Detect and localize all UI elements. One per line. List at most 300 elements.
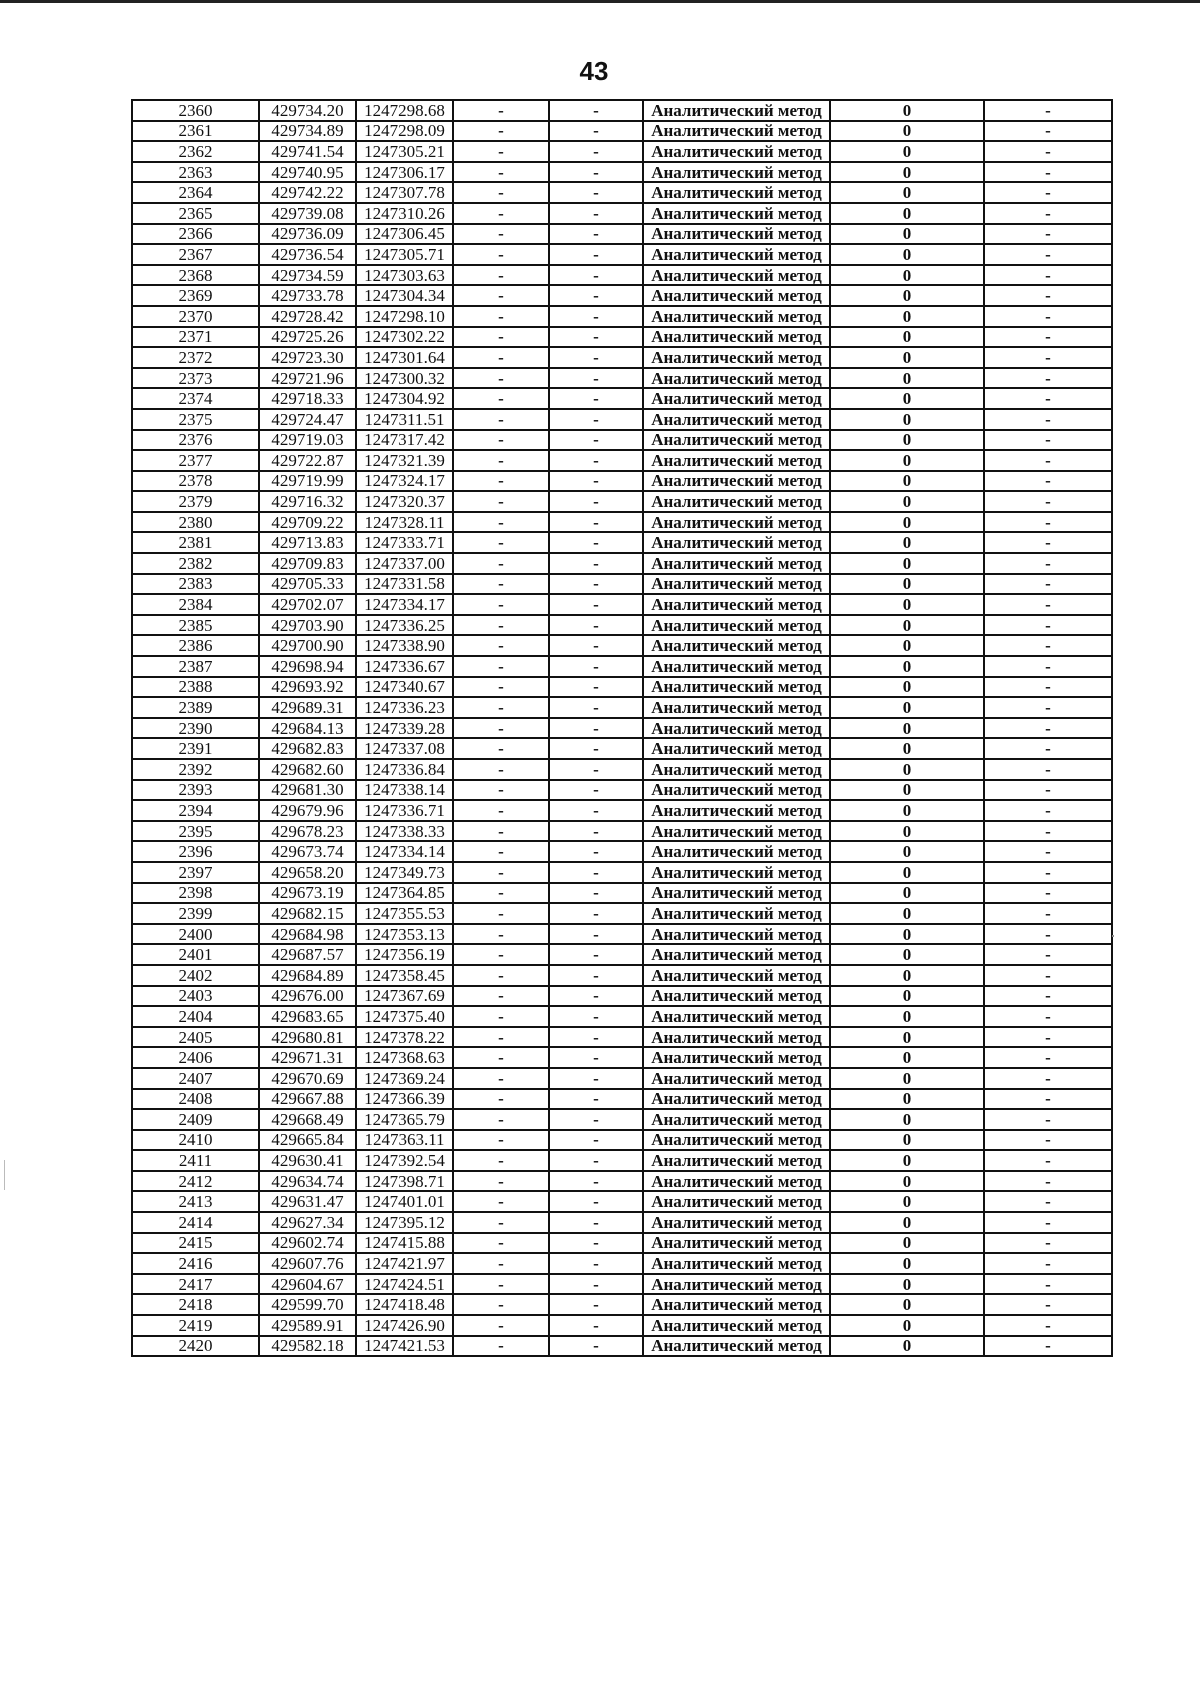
point-number-cell: 2401 [132,944,259,965]
y-coordinate-cell: 1247375.40 [356,1006,453,1027]
empty-cell: - [453,1130,549,1151]
empty-cell: - [453,635,549,656]
method-cell: Аналитический метод [643,1150,830,1171]
method-cell: Аналитический метод [643,759,830,780]
method-cell: Аналитический метод [643,780,830,801]
x-coordinate-cell: 429693.92 [259,677,356,698]
y-coordinate-cell: 1247336.84 [356,759,453,780]
point-number-cell: 2364 [132,182,259,203]
point-number-cell: 2375 [132,409,259,430]
error-cell: 0 [830,1150,984,1171]
x-coordinate-cell: 429721.96 [259,368,356,389]
note-cell: - [984,594,1112,615]
table-row [132,759,1112,780]
point-number-cell: 2397 [132,862,259,883]
error-cell: 0 [830,615,984,636]
x-coordinate-cell: 429658.20 [259,862,356,883]
note-cell: - [984,450,1112,471]
empty-cell: - [549,532,643,553]
empty-cell: - [549,944,643,965]
empty-cell: - [453,368,549,389]
note-cell: - [984,883,1112,904]
x-coordinate-cell: 429589.91 [259,1315,356,1336]
table-row [132,903,1112,924]
error-cell: 0 [830,924,984,945]
x-coordinate-cell: 429682.83 [259,738,356,759]
table-row [132,1027,1112,1048]
empty-cell: - [453,224,549,245]
empty-cell: - [549,306,643,327]
empty-cell: - [549,780,643,801]
empty-cell: - [453,1006,549,1027]
method-cell: Аналитический метод [643,306,830,327]
empty-cell: - [549,615,643,636]
empty-cell: - [549,903,643,924]
y-coordinate-cell: 1247401.01 [356,1191,453,1212]
y-coordinate-cell: 1247358.45 [356,965,453,986]
x-coordinate-cell: 429734.20 [259,100,356,121]
y-coordinate-cell: 1247336.23 [356,697,453,718]
y-coordinate-cell: 1247298.09 [356,121,453,142]
point-number-cell: 2390 [132,718,259,739]
method-cell: Аналитический метод [643,1274,830,1295]
point-number-cell: 2396 [132,841,259,862]
x-coordinate-cell: 429719.03 [259,430,356,451]
empty-cell: - [549,924,643,945]
table-row [132,224,1112,245]
table-row [132,306,1112,327]
point-number-cell: 2378 [132,471,259,492]
x-coordinate-cell: 429700.90 [259,635,356,656]
empty-cell: - [549,594,643,615]
empty-cell: - [549,553,643,574]
point-number-cell: 2408 [132,1089,259,1110]
empty-cell: - [453,1150,549,1171]
y-coordinate-cell: 1247356.19 [356,944,453,965]
error-cell: 0 [830,821,984,842]
point-number-cell: 2400 [132,924,259,945]
table-row [132,368,1112,389]
table-row [132,265,1112,286]
error-cell: 0 [830,1315,984,1336]
x-coordinate-cell: 429678.23 [259,821,356,842]
table-row [132,285,1112,306]
point-number-cell: 2407 [132,1068,259,1089]
empty-cell: - [453,182,549,203]
empty-cell: - [549,1047,643,1068]
empty-cell: - [453,121,549,142]
point-number-cell: 2410 [132,1130,259,1151]
method-cell: Аналитический метод [643,1233,830,1254]
method-cell: Аналитический метод [643,924,830,945]
error-cell: 0 [830,471,984,492]
y-coordinate-cell: 1247305.21 [356,141,453,162]
x-coordinate-cell: 429698.94 [259,656,356,677]
note-cell: - [984,471,1112,492]
point-number-cell: 2366 [132,224,259,245]
empty-cell: - [549,265,643,286]
x-coordinate-cell: 429673.19 [259,883,356,904]
x-coordinate-cell: 429728.42 [259,306,356,327]
y-coordinate-cell: 1247302.22 [356,327,453,348]
method-cell: Аналитический метод [643,862,830,883]
point-number-cell: 2381 [132,532,259,553]
point-number-cell: 2389 [132,697,259,718]
empty-cell: - [549,409,643,430]
point-number-cell: 2370 [132,306,259,327]
method-cell: Аналитический метод [643,450,830,471]
empty-cell: - [549,718,643,739]
error-cell: 0 [830,532,984,553]
note-cell: - [984,141,1112,162]
empty-cell: - [549,635,643,656]
y-coordinate-cell: 1247418.48 [356,1294,453,1315]
table-row [132,244,1112,265]
empty-cell: - [549,471,643,492]
empty-cell: - [453,409,549,430]
y-coordinate-cell: 1247334.14 [356,841,453,862]
empty-cell: - [453,821,549,842]
empty-cell: - [549,327,643,348]
empty-cell: - [453,1109,549,1130]
point-number-cell: 2382 [132,553,259,574]
error-cell: 0 [830,1294,984,1315]
method-cell: Аналитический метод [643,244,830,265]
y-coordinate-cell: 1247340.67 [356,677,453,698]
empty-cell: - [549,862,643,883]
method-cell: Аналитический метод [643,1336,830,1357]
empty-cell: - [453,430,549,451]
error-cell: 0 [830,697,984,718]
method-cell: Аналитический метод [643,368,830,389]
note-cell: - [984,1150,1112,1171]
error-cell: 0 [830,141,984,162]
table-row [132,1171,1112,1192]
y-coordinate-cell: 1247349.73 [356,862,453,883]
table-row [132,162,1112,183]
error-cell: 0 [830,265,984,286]
point-number-cell: 2361 [132,121,259,142]
x-coordinate-cell: 429725.26 [259,327,356,348]
empty-cell: - [549,821,643,842]
point-number-cell: 2365 [132,203,259,224]
empty-cell: - [549,1274,643,1295]
table-row [132,1130,1112,1151]
point-number-cell: 2403 [132,986,259,1007]
empty-cell: - [549,841,643,862]
method-cell: Аналитический метод [643,1212,830,1233]
method-cell: Аналитический метод [643,471,830,492]
empty-cell: - [453,203,549,224]
error-cell: 0 [830,1191,984,1212]
y-coordinate-cell: 1247398.71 [356,1171,453,1192]
method-cell: Аналитический метод [643,944,830,965]
point-number-cell: 2372 [132,347,259,368]
x-coordinate-cell: 429634.74 [259,1171,356,1192]
error-cell: 0 [830,574,984,595]
empty-cell: - [453,1089,549,1110]
method-cell: Аналитический метод [643,1315,830,1336]
table-row [132,574,1112,595]
x-coordinate-cell: 429736.09 [259,224,356,245]
note-cell: - [984,574,1112,595]
error-cell: 0 [830,1274,984,1295]
method-cell: Аналитический метод [643,1171,830,1192]
error-cell: 0 [830,512,984,533]
note-cell: - [984,615,1112,636]
x-coordinate-cell: 429734.59 [259,265,356,286]
method-cell: Аналитический метод [643,800,830,821]
note-cell: - [984,1233,1112,1254]
point-number-cell: 2380 [132,512,259,533]
x-coordinate-cell: 429684.13 [259,718,356,739]
point-number-cell: 2417 [132,1274,259,1295]
point-number-cell: 2405 [132,1027,259,1048]
empty-cell: - [549,986,643,1007]
empty-cell: - [549,368,643,389]
empty-cell: - [549,1068,643,1089]
error-cell: 0 [830,1212,984,1233]
x-coordinate-cell: 429679.96 [259,800,356,821]
error-cell: 0 [830,656,984,677]
empty-cell: - [549,1294,643,1315]
table-row [132,1212,1112,1233]
note-cell: - [984,800,1112,821]
note-cell: - [984,1027,1112,1048]
table-row [132,450,1112,471]
note-cell: - [984,780,1112,801]
x-coordinate-cell: 429718.33 [259,388,356,409]
empty-cell: - [549,203,643,224]
empty-cell: - [453,388,549,409]
error-cell: 0 [830,862,984,883]
note-cell: - [984,1191,1112,1212]
point-number-cell: 2385 [132,615,259,636]
empty-cell: - [453,1047,549,1068]
error-cell: 0 [830,1336,984,1357]
table-row [132,388,1112,409]
point-number-cell: 2415 [132,1233,259,1254]
table-row [132,965,1112,986]
note-cell: - [984,182,1112,203]
error-cell: 0 [830,841,984,862]
error-cell: 0 [830,965,984,986]
y-coordinate-cell: 1247338.33 [356,821,453,842]
table-row [132,800,1112,821]
point-number-cell: 2393 [132,780,259,801]
empty-cell: - [453,532,549,553]
x-coordinate-cell: 429673.74 [259,841,356,862]
method-cell: Аналитический метод [643,100,830,121]
point-number-cell: 2379 [132,491,259,512]
point-number-cell: 2409 [132,1109,259,1130]
y-coordinate-cell: 1247378.22 [356,1027,453,1048]
empty-cell: - [549,1150,643,1171]
note-cell: - [984,409,1112,430]
empty-cell: - [453,615,549,636]
table-row [132,100,1112,121]
empty-cell: - [549,1315,643,1336]
empty-cell: - [453,327,549,348]
error-cell: 0 [830,203,984,224]
method-cell: Аналитический метод [643,1047,830,1068]
method-cell: Аналитический метод [643,718,830,739]
error-cell: 0 [830,368,984,389]
empty-cell: - [453,862,549,883]
y-coordinate-cell: 1247337.00 [356,553,453,574]
method-cell: Аналитический метод [643,532,830,553]
point-number-cell: 2420 [132,1336,259,1357]
table-row [132,1233,1112,1254]
error-cell: 0 [830,1089,984,1110]
note-cell: - [984,656,1112,677]
empty-cell: - [549,285,643,306]
x-coordinate-cell: 429604.67 [259,1274,356,1295]
error-cell: 0 [830,594,984,615]
empty-cell: - [549,347,643,368]
error-cell: 0 [830,491,984,512]
empty-cell: - [453,1171,549,1192]
method-cell: Аналитический метод [643,615,830,636]
note-cell: - [984,635,1112,656]
method-cell: Аналитический метод [643,635,830,656]
note-cell: - [984,1253,1112,1274]
y-coordinate-cell: 1247307.78 [356,182,453,203]
x-coordinate-cell: 429713.83 [259,532,356,553]
x-coordinate-cell: 429602.74 [259,1233,356,1254]
error-cell: 0 [830,1109,984,1130]
table-row [132,677,1112,698]
note-cell: - [984,1089,1112,1110]
method-cell: Аналитический метод [643,141,830,162]
table-row [132,532,1112,553]
table-row [132,1336,1112,1357]
x-coordinate-cell: 429680.81 [259,1027,356,1048]
error-cell: 0 [830,121,984,142]
empty-cell: - [453,738,549,759]
note-cell: - [984,841,1112,862]
table-row [132,1315,1112,1336]
empty-cell: - [549,656,643,677]
empty-cell: - [453,594,549,615]
table-row [132,883,1112,904]
x-coordinate-cell: 429682.60 [259,759,356,780]
y-coordinate-cell: 1247366.39 [356,1089,453,1110]
note-cell: - [984,1047,1112,1068]
method-cell: Аналитический метод [643,1006,830,1027]
empty-cell: - [549,800,643,821]
note-cell: - [984,430,1112,451]
empty-cell: - [453,986,549,1007]
note-cell: - [984,1068,1112,1089]
error-cell: 0 [830,1006,984,1027]
y-coordinate-cell: 1247298.10 [356,306,453,327]
point-number-cell: 2418 [132,1294,259,1315]
method-cell: Аналитический метод [643,1027,830,1048]
x-coordinate-cell: 429723.30 [259,347,356,368]
empty-cell: - [453,491,549,512]
y-coordinate-cell: 1247324.17 [356,471,453,492]
empty-cell: - [549,141,643,162]
empty-cell: - [453,1068,549,1089]
error-cell: 0 [830,1253,984,1274]
empty-cell: - [549,1006,643,1027]
empty-cell: - [453,883,549,904]
method-cell: Аналитический метод [643,409,830,430]
x-coordinate-cell: 429665.84 [259,1130,356,1151]
note-cell: - [984,327,1112,348]
empty-cell: - [549,224,643,245]
empty-cell: - [453,656,549,677]
point-number-cell: 2384 [132,594,259,615]
empty-cell: - [549,450,643,471]
point-number-cell: 2369 [132,285,259,306]
x-coordinate-cell: 429734.89 [259,121,356,142]
y-coordinate-cell: 1247321.39 [356,450,453,471]
y-coordinate-cell: 1247333.71 [356,532,453,553]
empty-cell: - [453,944,549,965]
method-cell: Аналитический метод [643,162,830,183]
note-cell: - [984,738,1112,759]
error-cell: 0 [830,553,984,574]
error-cell: 0 [830,1233,984,1254]
coordinates-table [131,99,1113,1357]
table-row [132,615,1112,636]
table-row [132,203,1112,224]
method-cell: Аналитический метод [643,265,830,286]
y-coordinate-cell: 1247304.92 [356,388,453,409]
error-cell: 0 [830,759,984,780]
note-cell: - [984,162,1112,183]
table-row [132,1068,1112,1089]
x-coordinate-cell: 429742.22 [259,182,356,203]
error-cell: 0 [830,224,984,245]
empty-cell: - [549,182,643,203]
table-row [132,409,1112,430]
table-row [132,738,1112,759]
empty-cell: - [453,553,549,574]
error-cell: 0 [830,677,984,698]
point-number-cell: 2412 [132,1171,259,1192]
x-coordinate-cell: 429627.34 [259,1212,356,1233]
empty-cell: - [549,1253,643,1274]
error-cell: 0 [830,635,984,656]
x-coordinate-cell: 429733.78 [259,285,356,306]
x-coordinate-cell: 429671.31 [259,1047,356,1068]
empty-cell: - [453,265,549,286]
empty-cell: - [453,347,549,368]
empty-cell: - [453,471,549,492]
note-cell: - [984,532,1112,553]
x-coordinate-cell: 429741.54 [259,141,356,162]
error-cell: 0 [830,306,984,327]
method-cell: Аналитический метод [643,1130,830,1151]
method-cell: Аналитический метод [643,347,830,368]
note-cell: - [984,512,1112,533]
x-coordinate-cell: 429667.88 [259,1089,356,1110]
method-cell: Аналитический метод [643,965,830,986]
note-cell: - [984,244,1112,265]
table-row [132,594,1112,615]
empty-cell: - [453,306,549,327]
x-coordinate-cell: 429739.08 [259,203,356,224]
table-row [132,718,1112,739]
y-coordinate-cell: 1247369.24 [356,1068,453,1089]
table-row [132,1109,1112,1130]
point-number-cell: 2383 [132,574,259,595]
point-number-cell: 2360 [132,100,259,121]
note-cell: - [984,986,1112,1007]
